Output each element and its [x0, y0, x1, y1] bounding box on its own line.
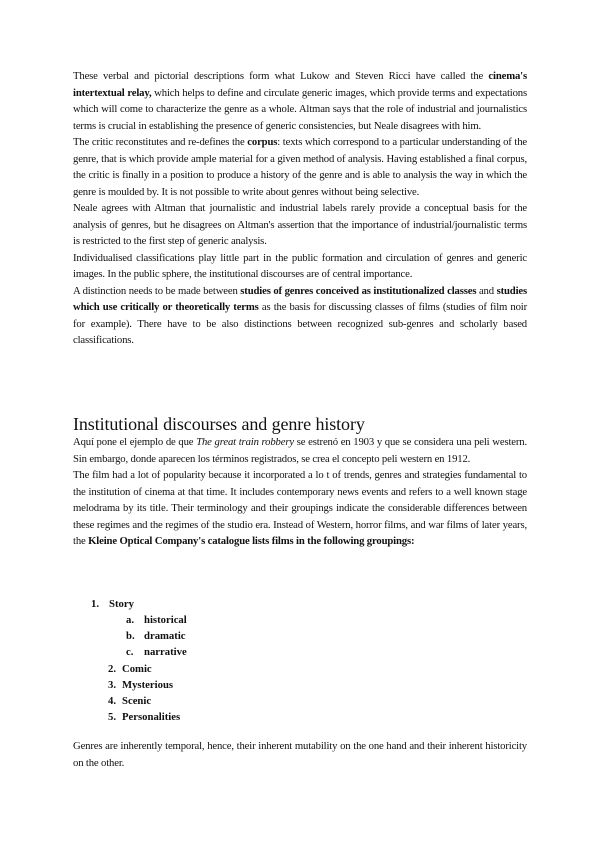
text-run: se estrenó en 1903 y que se considera una peli western. Sin embargo, donde aparecen los términos registrados, se crea el concepto peli western en 1912. — [73, 436, 527, 465]
paragraph — [73, 283, 527, 349]
list-item — [108, 693, 151, 709]
list-item — [108, 661, 152, 677]
list-item — [126, 644, 187, 660]
list-label: Personalities — [122, 711, 181, 723]
list-label: Scenic — [122, 695, 152, 707]
text-run: The critic reconstitutes and re-defines the — [73, 136, 248, 148]
bold-term: studies of genres conceived as institutionalized classes — [240, 284, 477, 297]
text-run: as the basis for discussing classes of films (studies of film noir for example). There have to be also distinctions between recognized sub-genres and scholarly based classifications. — [73, 301, 528, 346]
list-label: Mysterious — [122, 679, 174, 691]
list-label: dramatic — [144, 630, 186, 642]
paragraph — [73, 68, 527, 134]
text-run: The film had a lot of popularity because it incorporated a lo t of trends, genres and strategies fundamental to the institution of cinema at that time. It includes contemporary news events and refers to a well known stage melodrama by its title. Their terminology and their groupings indicate the considerable differences between these regimes and the regimes of the studio era. Instead of Western, horror films, and war films of later years, the — [73, 469, 527, 547]
paragraph: Neale agrees with Altman that journalistic and industrial labels rarely provide a conceptual basis for the analysis of genres, but he disagrees on Altman's assertion that the importance of industrial/journalistic terms is restricted to the first step of generic analysis. — [73, 202, 527, 247]
text-run: and — [476, 284, 497, 297]
list-item — [126, 628, 186, 644]
list-number: 1. — [91, 598, 100, 610]
section-genre-history — [73, 434, 527, 550]
paragraph — [73, 134, 527, 200]
section-intro — [73, 68, 527, 349]
list-number: a. — [126, 614, 135, 626]
list-label: Story — [109, 598, 134, 610]
section-heading: Institutional discourses and genre history — [73, 414, 365, 434]
text-run: which helps to define and circulate generic images, which provide terms and expectations which will come to characterize the genre as a whole. Altman says that the role of industrial and journalistics terms is crucial in establishing the presence of generic consistencies, but Neale disagrees with him. — [73, 86, 527, 132]
paragraph — [73, 434, 527, 467]
list-number: c. — [126, 646, 134, 658]
list-label: Comic — [122, 663, 152, 675]
paragraph — [73, 467, 527, 550]
film-title: The great train robbery — [196, 436, 294, 448]
list-label: historical — [144, 614, 187, 626]
list-item — [91, 596, 134, 612]
text-run: These verbal and pictorial descriptions form what Lukow and Steven Ricci have called the — [73, 70, 489, 82]
list-number: 3. — [108, 679, 117, 691]
section-conclusion — [73, 738, 527, 771]
list-number: 4. — [108, 695, 117, 707]
paragraph: Individualised classifications play little part in the public formation and circulation of genres and generic images. In the public sphere, the institutional discourses are of central importance. — [73, 251, 527, 280]
list-number: 5. — [108, 711, 117, 723]
list-item — [108, 677, 173, 693]
bold-term: Kleine Optical Company's catalogue lists films in the following groupings: — [88, 535, 415, 547]
paragraph: Genres are inherently temporal, hence, their inherent mutability on the one hand and their inherent historicity on the other. — [73, 740, 527, 769]
list-label: narrative — [144, 646, 187, 658]
list-item — [126, 612, 187, 628]
bold-term: studies which use critically or theoretically terms — [73, 284, 527, 313]
text-run: A distinction needs to be made between — [73, 284, 241, 297]
text-run: Aquí pone el ejemplo de que — [73, 436, 197, 448]
bold-term: corpus — [247, 136, 278, 148]
list-number: b. — [126, 630, 135, 642]
text-run: : texts which correspond to a particular understanding of the genre, that is which provide ample material for a given method of analysis. Having established a final corpus, the critic is finally in a position to produce a history of the genre and is able to analysis the way in which the genre is moulded by. It is not possible to write about genres without being selective. — [73, 136, 527, 198]
list-item — [108, 709, 180, 725]
bold-term: cinema's intertextual relay, — [73, 70, 527, 99]
list-number: 2. — [108, 663, 117, 675]
